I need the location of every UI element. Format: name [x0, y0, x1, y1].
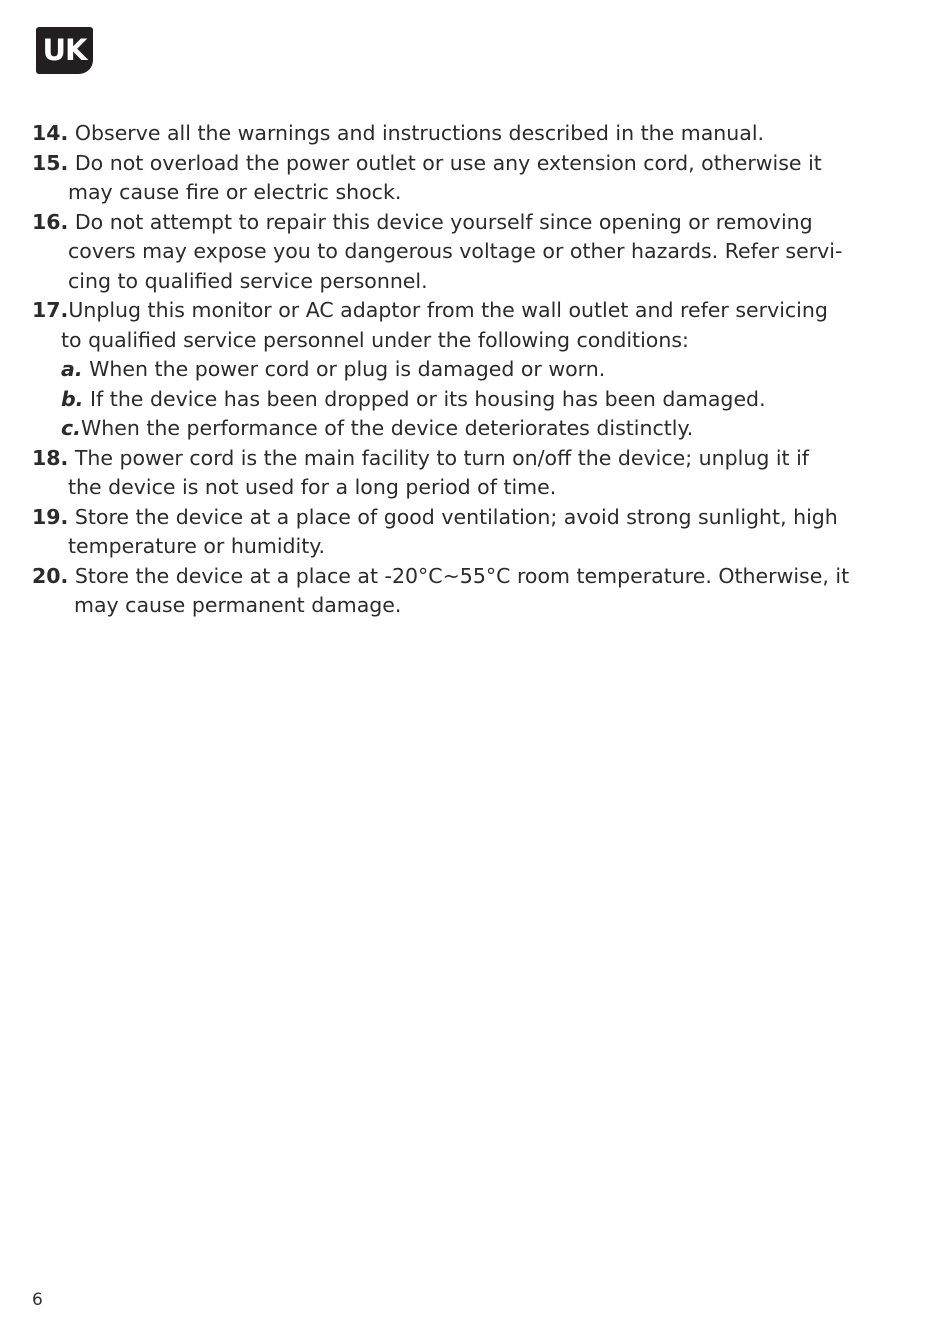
sub-item [32, 414, 922, 444]
item-number: 15. [32, 150, 69, 175]
item-text-continued: temperature or humidity. [68, 534, 325, 558]
item-text-continued: covers may expose you to dangerous voltage or other hazards. Refer servi- [68, 239, 843, 263]
sub-item [32, 385, 922, 415]
item-text-continued: may cause permanent damage. [74, 593, 402, 617]
list-item [32, 208, 922, 297]
list-item [32, 149, 922, 208]
sub-item-letter: c. [61, 416, 81, 440]
item-number: 17. [32, 298, 69, 322]
sub-item-text: If the device has been dropped or its housing has been damaged. [90, 386, 766, 411]
item-number: 18. [32, 445, 69, 470]
item-text: Do not attempt to repair this device yourself since opening or removing [74, 209, 813, 234]
sub-item-text: When the power cord or plug is damaged or worn. [89, 357, 606, 381]
item-text-continued: to qualified service personnel under the following conditions: [61, 327, 689, 352]
item-text: Unplug this monitor or AC adaptor from the wall outlet and refer servicing [68, 298, 828, 322]
list-item [32, 562, 922, 621]
item-text-continued: may cause fire or electric shock. [68, 180, 402, 204]
item-number: 16. [32, 209, 69, 234]
item-text-continued: cing to qualified service personnel. [68, 268, 428, 293]
item-text-continued: the device is not used for a long period of time. [68, 475, 557, 499]
item-text: Do not overload the power outlet or use any extension cord, otherwise it [74, 150, 822, 175]
instructions-list [32, 119, 922, 621]
item-text: The power cord is the main facility to turn on/off the device; unplug it if [74, 445, 810, 470]
list-item [32, 503, 922, 562]
page-number: 6 [32, 1290, 43, 1310]
sub-item [32, 355, 922, 385]
sub-item-letter: b. [61, 386, 84, 411]
sub-item-letter: a. [61, 357, 83, 381]
item-text: Store the device at a place at -20°C~55°C room temperature. Otherwise, it [74, 563, 850, 588]
item-text: Store the device at a place of good ventilation; avoid strong sunlight, high [74, 504, 838, 529]
item-number: 14. [32, 121, 69, 145]
item-number: 20. [32, 563, 69, 588]
list-item [32, 444, 922, 503]
list-item [32, 296, 922, 444]
language-badge: UK [36, 27, 93, 74]
item-text: Observe all the warnings and instructions described in the manual. [74, 121, 765, 145]
item-number: 19. [32, 504, 69, 529]
sub-item-text: When the performance of the device deteriorates distinctly. [80, 416, 694, 440]
list-item [32, 119, 922, 149]
